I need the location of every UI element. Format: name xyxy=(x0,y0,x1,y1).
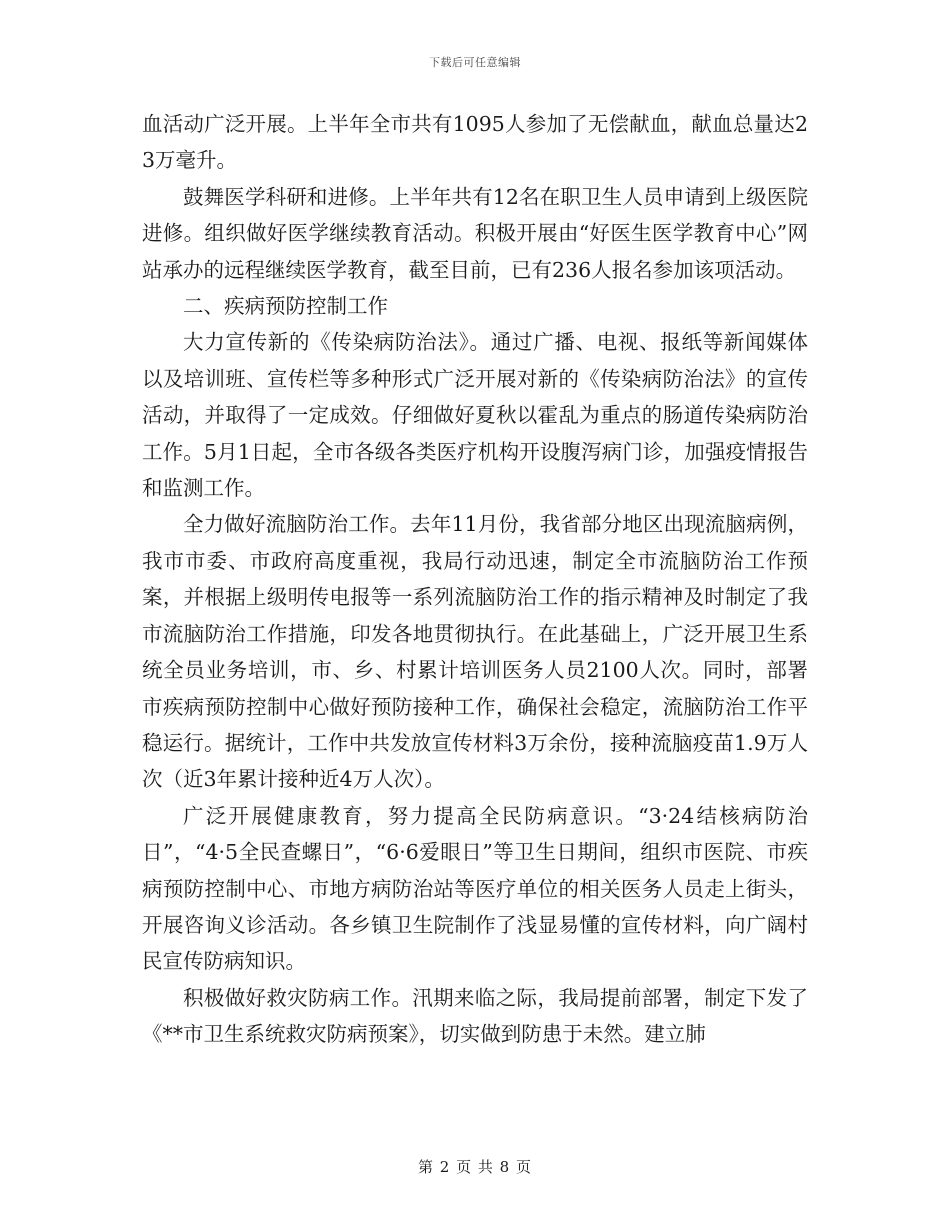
paragraph: 鼓舞医学科研和进修。上半年共有12名在职卫生人员申请到上级医院进修。组织做好医学继续教育活动。积极开展由“好医生医学教育中心”网站承办的远程继续医学教育，截至目前，已有236人报名参加该项活动。 xyxy=(142,184,808,282)
paragraph: 积极做好救灾防病工作。汛期来临之际，我局提前部署，制定下发了《**市卫生系统救灾防病预案》，切实做到防患于未然。建立肺 xyxy=(142,985,808,1047)
page-header: 下载后可任意编辑 xyxy=(429,56,521,69)
paragraph: 血活动广泛开展。上半年全市共有1095人参加了无偿献血，献血总量达23万毫升。 xyxy=(142,112,808,173)
paragraph: 广泛开展健康教育，努力提高全民防病意识。“3·24结核病防治日”，“4·5全民查螺日”，“6·6爱眼日”等卫生日期间，组织市医院、市疾病预防控制中心、市地方病防治站等医疗单位的相关医务人员走上街头，开展咨询义诊活动。各乡镇卫生院制作了浅显易懂的宣传材料，向广阔村民宣传防病知识。 xyxy=(142,803,808,974)
paragraph: 大力宣传新的《传染病防治法》。通过广播、电视、报纸等新闻媒体以及培训班、宣传栏等多种形式广泛开展对新的《传染病防治法》的宣传活动，并取得了一定成效。仔细做好夏秋以霍乱为重点的肠道传染病防治工作。5月1日起，全市各级各类医疗机构开设腹泻病门诊，加强疫情报告和监测工作。 xyxy=(142,330,808,501)
section-heading: 二、疾病预防控制工作 xyxy=(183,294,388,319)
document-body xyxy=(142,106,808,1053)
paragraph: 全力做好流脑防治工作。去年11月份，我省部分地区出现流脑病例，我市市委、市政府高度重视，我局行动迅速，制定全市流脑防治工作预案，并根据上级明传电报等一系列流脑防治工作的指示精神及时制定了我市流脑防治工作措施，印发各地贯彻执行。在此基础上，广泛开展卫生系统全员业务培训，市、乡、村累计培训医务人员2100人次。同时，部署市疾病预防控制中心做好预防接种工作，确保社会稳定，流脑防治工作平稳运行。据统计，工作中共发放宣传材料3万余份，接种流脑疫苗1.9万人次（近3年累计接种近4万人次）。 xyxy=(142,512,808,792)
page-number-footer: 第 2 页 共 8 页 xyxy=(418,1158,532,1176)
